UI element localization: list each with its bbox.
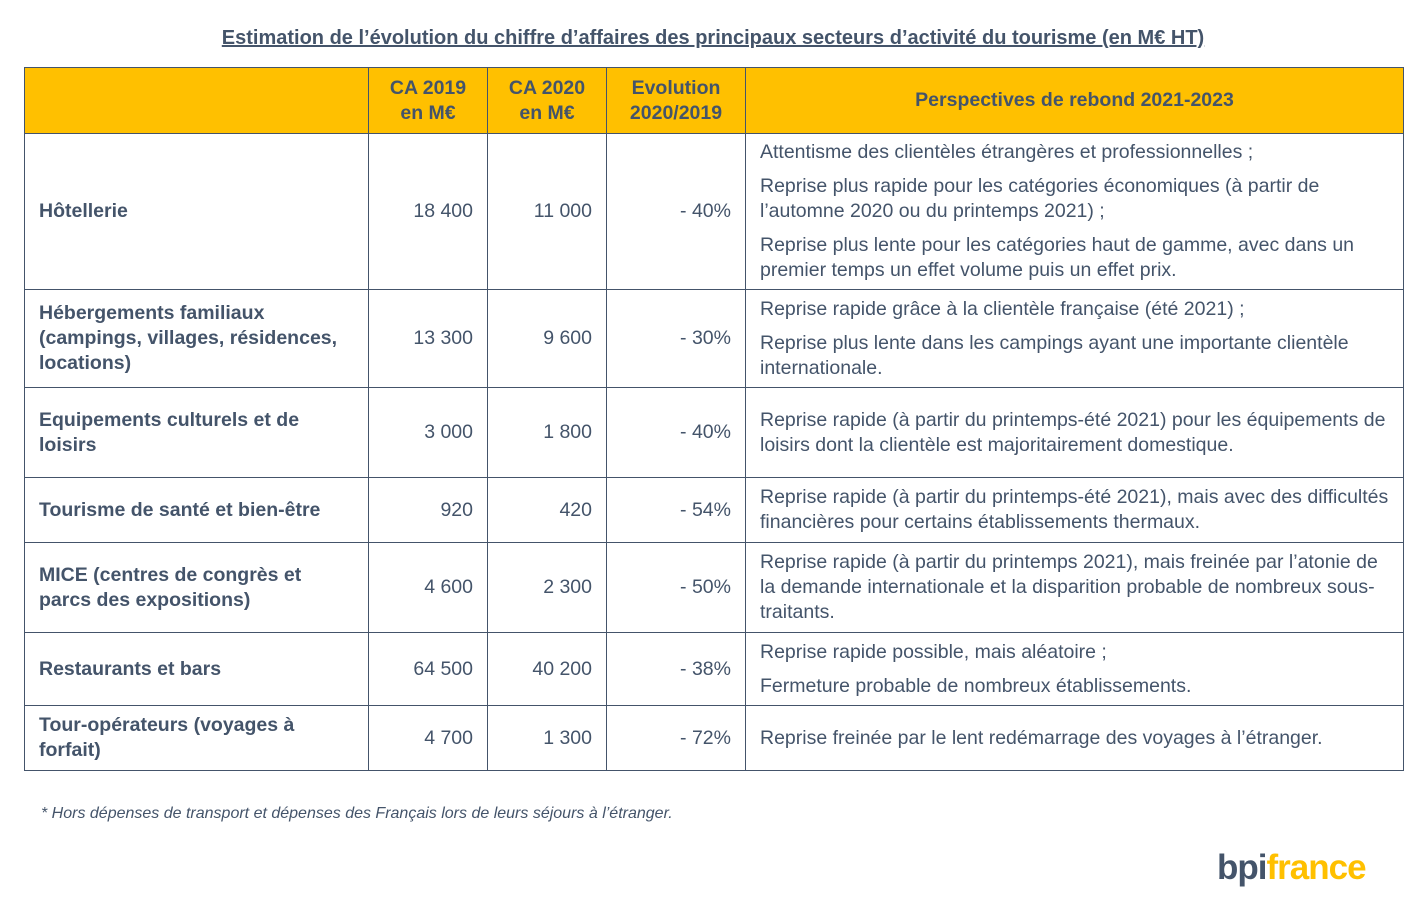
- perspective-item: Reprise plus rapide pour les catégories économiques (à partir de l’automne 2020 ou du printemps 2021) ;: [760, 175, 1320, 222]
- perspective-item: Reprise plus lente pour les catégories haut de gamme, avec dans un premier temps un effet volume puis un effet prix.: [760, 234, 1355, 281]
- evolution-cell: - 40%: [607, 134, 746, 290]
- sector-cell: Hébergements familiaux (campings, villages, résidences, locations): [25, 290, 369, 388]
- evolution-cell: - 72%: [607, 706, 746, 771]
- perspective-item: Fermeture probable de nombreux établissements.: [760, 674, 1192, 697]
- header-ca2019-line2: en M€: [400, 101, 456, 124]
- ca2020-cell: 420: [488, 478, 607, 543]
- table-row: [25, 134, 1404, 290]
- ca2019-cell: 64 500: [369, 633, 488, 706]
- bpifrance-logo: [1217, 848, 1366, 888]
- ca2020-cell: 1 800: [488, 388, 607, 478]
- page-title: Estimation de l’évolution du chiffre d’affaires des principaux secteurs d’activité du tourisme (en M€ HT): [221, 27, 1205, 49]
- ca2019-cell: 18 400: [369, 134, 488, 290]
- header-ca2020: [488, 68, 607, 134]
- table-row: [25, 478, 1404, 543]
- table-header-row: [25, 68, 1404, 134]
- evolution-cell: - 38%: [607, 633, 746, 706]
- perspective-item: Reprise rapide (à partir du printemps-été 2021), mais avec des difficultés financières pour certains établissements thermaux.: [760, 486, 1389, 533]
- perspectives-cell: [746, 290, 1404, 388]
- table-row: [25, 290, 1404, 388]
- evolution-cell: - 50%: [607, 543, 746, 633]
- footnote: * Hors dépenses de transport et dépenses des Français lors de leurs séjours à l’étranger.: [41, 805, 673, 822]
- evolution-cell: - 54%: [607, 478, 746, 543]
- header-ca2020-line2: en M€: [519, 101, 575, 124]
- sector-cell: Tourisme de santé et bien-être: [25, 478, 369, 543]
- perspectives-cell: [746, 633, 1404, 706]
- logo-part-france: france: [1266, 848, 1366, 887]
- header-evolution-line1: Evolution: [631, 76, 721, 99]
- header-ca2020-line1: CA 2020: [508, 76, 586, 99]
- perspective-item: Reprise rapide (à partir du printemps 2021), mais freinée par l’atonie de la demande internationale et la disparition probable de nombreux sous-traitants.: [760, 551, 1378, 623]
- header-evolution: [607, 68, 746, 134]
- sector-cell: Restaurants et bars: [25, 633, 369, 706]
- header-ca2019-line1: CA 2019: [389, 76, 467, 99]
- ca2020-cell: 9 600: [488, 290, 607, 388]
- tourism-revenue-table: [24, 67, 1404, 771]
- ca2020-cell: 40 200: [488, 633, 607, 706]
- perspectives-cell: [746, 543, 1404, 633]
- sector-cell: Hôtellerie: [25, 134, 369, 290]
- perspective-item: Reprise rapide possible, mais aléatoire ;: [760, 640, 1107, 663]
- ca2020-cell: 2 300: [488, 543, 607, 633]
- header-evolution-line2: 2020/2019: [629, 101, 723, 124]
- evolution-cell: - 30%: [607, 290, 746, 388]
- header-perspectives: Perspectives de rebond 2021-2023: [746, 68, 1404, 134]
- perspectives-cell: [746, 388, 1404, 478]
- ca2019-cell: 920: [369, 478, 488, 543]
- ca2019-cell: 4 600: [369, 543, 488, 633]
- perspective-item: Reprise rapide grâce à la clientèle française (été 2021) ;: [760, 297, 1245, 320]
- perspective-item: Reprise rapide (à partir du printemps-été 2021) pour les équipements de loisirs dont la clientèle est majoritairement domestique.: [760, 408, 1386, 456]
- ca2019-cell: 3 000: [369, 388, 488, 478]
- perspectives-cell: [746, 706, 1404, 771]
- perspective-item: Attentisme des clientèles étrangères et professionnelles ;: [760, 141, 1254, 163]
- sector-cell: MICE (centres de congrès et parcs des expositions): [25, 543, 369, 633]
- evolution-cell: - 40%: [607, 388, 746, 478]
- sector-cell: Equipements culturels et de loisirs: [25, 388, 369, 478]
- ca2020-cell: 11 000: [488, 134, 607, 290]
- table-row: [25, 706, 1404, 771]
- perspectives-cell: [746, 478, 1404, 543]
- perspective-item: Reprise freinée par le lent redémarrage des voyages à l’étranger.: [760, 726, 1323, 749]
- logo-part-bpi: bpi: [1217, 848, 1267, 887]
- perspective-item: Reprise plus lente dans les campings ayant une importante clientèle internationale.: [760, 331, 1349, 379]
- header-ca2019: [369, 68, 488, 134]
- header-sector: [25, 68, 369, 134]
- ca2019-cell: 13 300: [369, 290, 488, 388]
- table-row: [25, 633, 1404, 706]
- table-row: [25, 543, 1404, 633]
- ca2019-cell: 4 700: [369, 706, 488, 771]
- ca2020-cell: 1 300: [488, 706, 607, 771]
- sector-cell: Tour-opérateurs (voyages à forfait): [25, 706, 369, 771]
- table-row: [25, 388, 1404, 478]
- perspectives-cell: [746, 134, 1404, 290]
